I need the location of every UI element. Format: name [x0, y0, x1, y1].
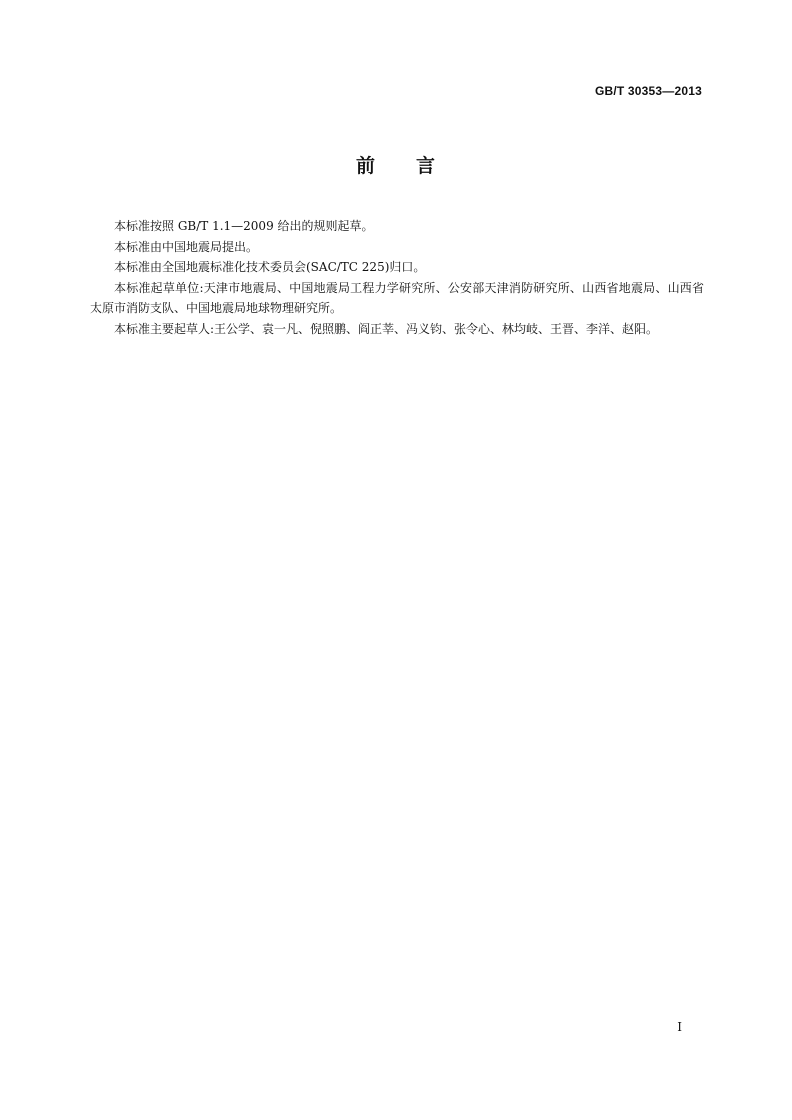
- paragraph-drafters: 本标准主要起草人:王公学、袁一凡、倪照鹏、阎正莘、冯义钧、张令心、林均岐、王晋、李洋、赵阳。: [114, 321, 659, 336]
- paragraph-drafting-rules: 本标准按照 GB/T 1.1—2009 给出的规则起草。: [114, 219, 374, 233]
- paragraph-proposer: 本标准由中国地震局提出。: [114, 239, 259, 254]
- paragraph-drafting-units: 本标准起草单位:天津市地震局、中国地震局工程力学研究所、公安部天津消防研究所、山西省地震局、山西省太原市消防支队、中国地震局地球物理研究所。: [90, 280, 704, 315]
- paragraph-committee: 本标准由全国地震标准化技术委员会(SAC/TC 225)归口。: [114, 260, 426, 274]
- standard-code: GB/T 30353—2013: [594, 84, 702, 98]
- foreword-body: [90, 216, 704, 339]
- section-title: [0, 151, 792, 178]
- title-char-1: 前: [355, 155, 376, 177]
- title-char-2: 言: [416, 155, 437, 177]
- page-number: I: [677, 1020, 682, 1034]
